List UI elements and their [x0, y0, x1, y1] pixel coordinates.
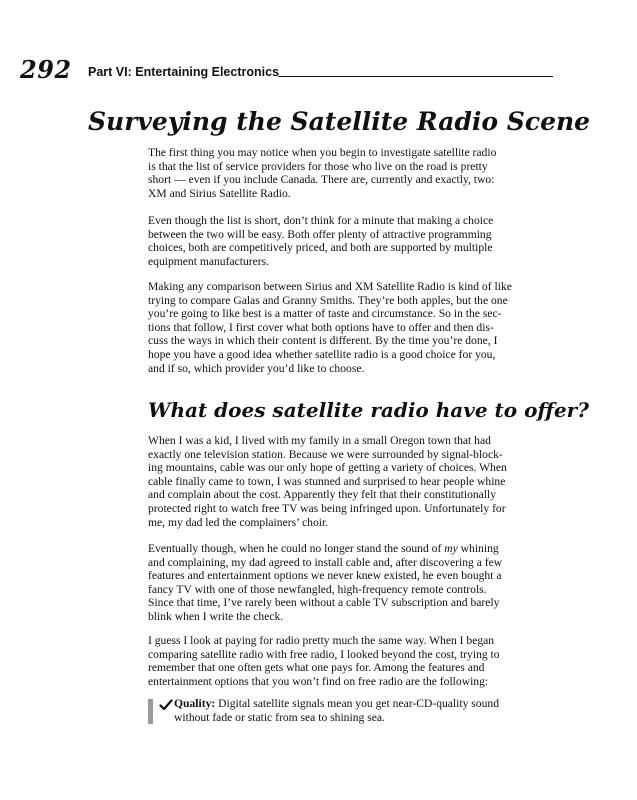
list-sidebar-bar [148, 699, 153, 724]
section-paragraph-2 [148, 542, 558, 624]
intro-paragraph-2 [148, 214, 558, 268]
text-line: hope you have a good idea whether satellite radio is a good choice for you, [148, 347, 496, 361]
text-line: equipment manufacturers. [148, 254, 270, 268]
section-title: What does satellite radio have to offer? [148, 398, 589, 422]
text-line [148, 542, 558, 556]
italic-emphasis: my [444, 542, 458, 555]
text-run: Digital satellite signals mean you get near-CD-quality sound [215, 697, 499, 710]
text-line: ing mountains, cable was our only hope of getting a variety of choices. When [148, 461, 507, 475]
text-line: me, my dad led the complainers’ choir. [148, 515, 329, 529]
checkmark-icon [159, 698, 173, 712]
text-line: When I was a kid, I lived with my family in a small Oregon town that had [148, 434, 491, 447]
text-line: blink when I write the check. [148, 609, 284, 623]
text-line: trying to compare Galas and Granny Smiths. They’re both apples, but the one [148, 293, 508, 307]
intro-paragraph-3 [148, 280, 558, 375]
text-run: Eventually though, when he could no longer stand the sound of [148, 542, 445, 555]
text-line: cuss the ways in which their content is different. By the time you’re done, I [148, 334, 498, 348]
text-line: Even though the list is short, don’t think for a minute that making a choice [148, 214, 494, 227]
text-run: whining [457, 542, 499, 555]
text-line: Making any comparison between Sirius and XM Satellite Radio is kind of like [148, 280, 512, 293]
text-line: choices, both are competitively priced, and both are supported by multiple [148, 241, 493, 255]
text-line: short — even if you include Canada. There are, currently and exactly, two: [148, 173, 495, 187]
bullet-term: Quality: [174, 697, 216, 710]
text-line: XM and Sirius Satellite Radio. [148, 186, 291, 200]
text-line: without fade or static from sea to shining sea. [174, 710, 385, 724]
text-line: exactly one television station. Because we were surrounded by signal-block- [148, 447, 503, 461]
text-line: between the two will be easy. Both offer plenty of attractive programming [148, 227, 492, 241]
page-number: 292 [20, 55, 72, 84]
text-line: you’re going to like best is a matter of taste and circumstance. So in the sec- [148, 307, 502, 321]
text-line: is that the list of service providers for those who live on the road is pretty [148, 159, 488, 173]
text-line: protected right to watch free TV was being infringed upon. Unfortunately for [148, 501, 506, 515]
chapter-title: Surveying the Satellite Radio Scene [88, 107, 591, 136]
text-line: Since that time, I’ve rarely been without a cable TV subscription and barely [148, 596, 500, 610]
text-line: cable finally came to town, I was stunned and surprised to hear people whine [148, 474, 506, 488]
list-item [174, 697, 499, 724]
text-line: remember that one often gets what one pays for. Among the features and [148, 661, 485, 675]
section-paragraph-3 [148, 634, 558, 688]
running-head [20, 56, 553, 84]
text-line: and if so, which provider you’d like to choose. [148, 361, 365, 375]
part-label: Part VI: Entertaining Electronics [88, 65, 280, 79]
text-line: entertainment options that you won’t find on free radio are the following: [148, 674, 489, 688]
text-line: The first thing you may notice when you begin to investigate satellite radio [148, 146, 497, 159]
section-paragraph-1 [148, 434, 558, 529]
text-line: and complain about the cost. Apparently they felt that their constitutionally [148, 488, 497, 502]
text-line: and complaining, my dad agreed to install cable and, after discovering a few [148, 555, 503, 569]
text-line: tions that follow, I first cover what both options have to offer and then dis- [148, 320, 494, 334]
text-line: fancy TV with one of those newfangled, high-frequency remote controls. [148, 582, 487, 596]
intro-paragraph-1 [148, 146, 558, 200]
text-line: features and entertainment options we never knew existed, he even bought a [148, 569, 502, 583]
text-line [174, 697, 499, 711]
text-line: comparing satellite radio with free radio, I looked beyond the cost, trying to [148, 647, 500, 661]
bullet-list [148, 697, 568, 727]
header-rule [278, 76, 553, 77]
text-line: I guess I look at paying for radio pretty much the same way. When I began [148, 634, 495, 647]
